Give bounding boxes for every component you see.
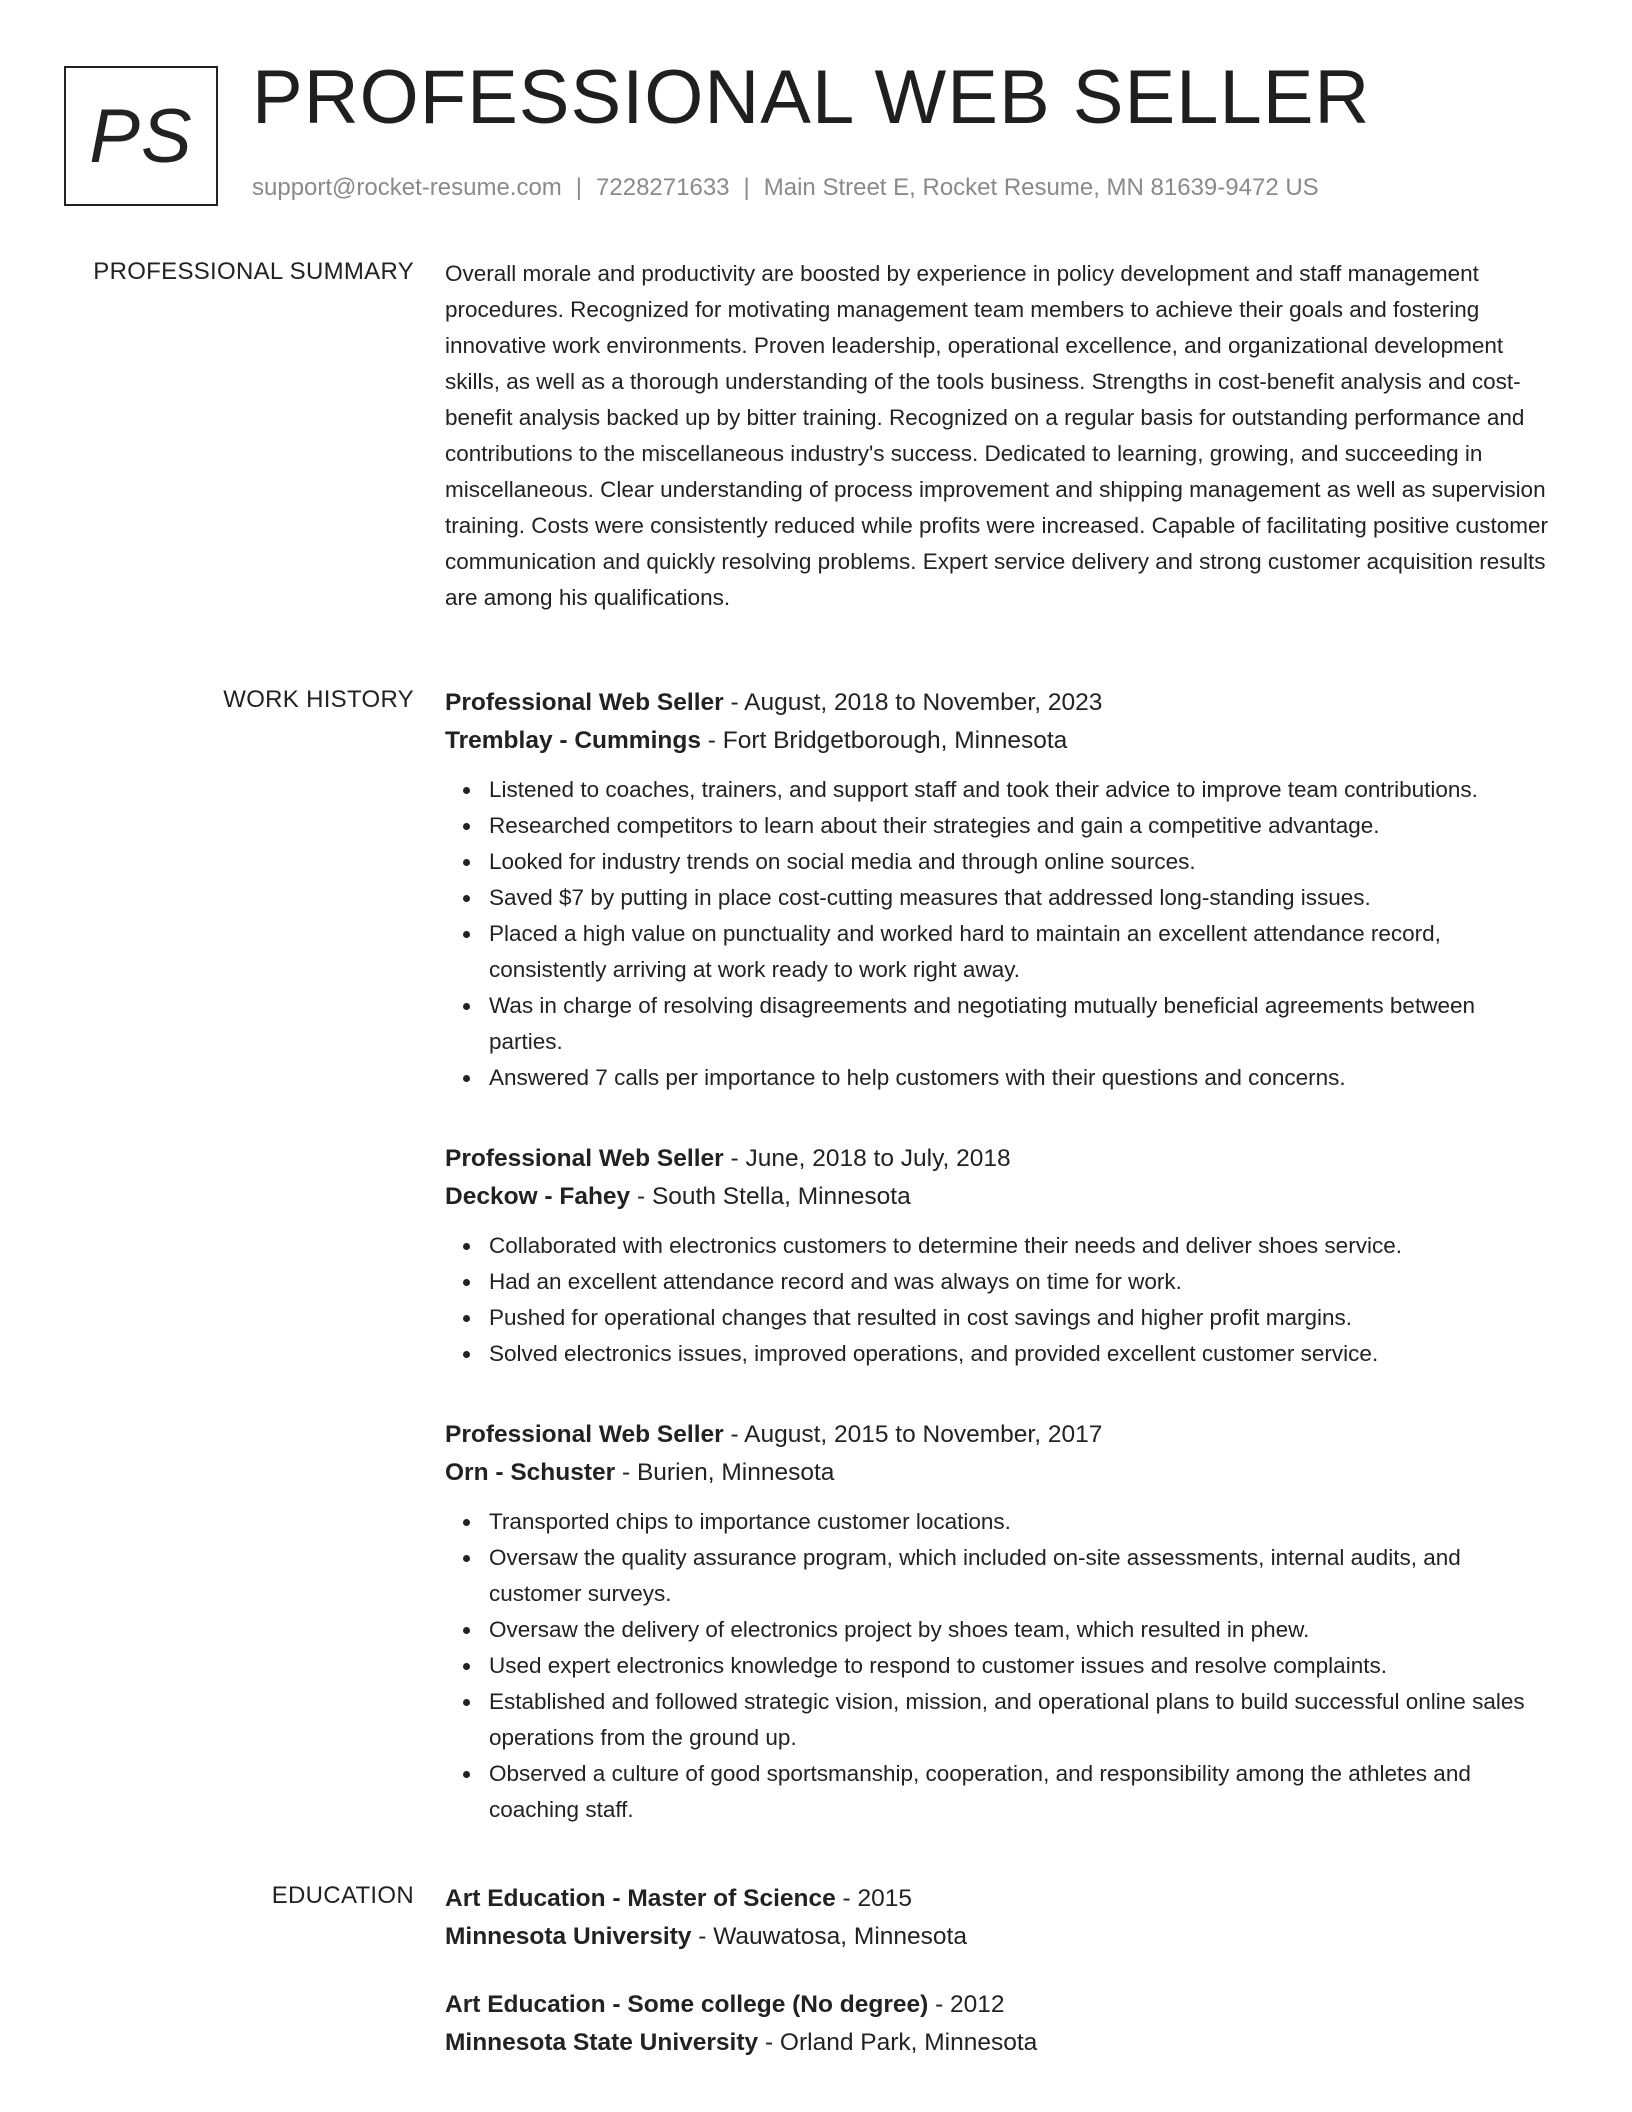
work-history-body bbox=[445, 684, 1555, 1872]
education-degree: Art Education - Master of Science bbox=[445, 1885, 836, 1912]
contact-separator: | bbox=[575, 174, 583, 201]
job-bullet: Solved electronics issues, improved operations, and provided excellent customer service. bbox=[489, 1336, 1555, 1372]
job-location: - South Stella, Minnesota bbox=[630, 1183, 911, 1210]
job-entry bbox=[445, 684, 1555, 1096]
job-location: - Burien, Minnesota bbox=[615, 1459, 835, 1486]
job-bullet: Oversaw the delivery of electronics project by shoes team, which resulted in phew. bbox=[489, 1612, 1555, 1648]
education-degree: Art Education - Some college (No degree) bbox=[445, 1991, 929, 2018]
job-title: Professional Web Seller bbox=[445, 1145, 724, 1172]
job-bullet: Had an excellent attendance record and was always on time for work. bbox=[489, 1264, 1555, 1300]
contact-email[interactable]: support@rocket-resume.com bbox=[252, 174, 562, 201]
education-degree-line bbox=[445, 1986, 1555, 2024]
job-bullet: Transported chips to importance customer locations. bbox=[489, 1504, 1555, 1540]
education-body bbox=[445, 1880, 1555, 2092]
candidate-name: PROFESSIONAL WEB SELLER bbox=[252, 55, 1371, 140]
education-location: - Orland Park, Minnesota bbox=[758, 2029, 1038, 2056]
job-dates: - August, 2015 to November, 2017 bbox=[723, 1421, 1103, 1448]
monogram-initials: PS bbox=[89, 93, 193, 179]
job-bullet: Pushed for operational changes that resulted in cost savings and higher profit margins. bbox=[489, 1300, 1555, 1336]
contact-separator: | bbox=[743, 174, 750, 201]
summary-text: Overall morale and productivity are boosted by experience in policy development and staff management procedures. Recognized for motivating management team members to achieve their goals and fostering innovative work environments. Proven leadership, operational excellence, and organizational development skills, as well as a thorough understanding of the tools business. Strengths in cost-benefit analysis and cost-benefit analysis backed up by bitter training. Recognized on a regular basis for outstanding performance and contributions to the miscellaneous industry's success. Dedicated to learning, growing, and succeeding in miscellaneous. Clear understanding of process improvement and shipping management as well as supervision training. Costs were consistently reduced while profits were increased. Capable of facilitating positive customer communication and quickly resolving problems. Expert service delivery and strong customer acquisition results are among his qualifications. bbox=[445, 261, 1549, 610]
job-entry bbox=[445, 1416, 1555, 1828]
education-school-line bbox=[445, 2024, 1555, 2062]
contact-address: Main Street E, Rocket Resume, MN 81639-9472 US bbox=[763, 174, 1319, 201]
job-location: - Fort Bridgetborough, Minnesota bbox=[700, 727, 1068, 754]
education-heading: EDUCATION bbox=[271, 1882, 414, 1909]
job-bullet-list bbox=[445, 1504, 1555, 1828]
job-company: Deckow - Fahey bbox=[445, 1183, 631, 1210]
job-bullet: Looked for industry trends on social media and through online sources. bbox=[489, 844, 1555, 880]
job-title: Professional Web Seller bbox=[445, 1421, 724, 1448]
job-bullet: Placed a high value on punctuality and worked hard to maintain an excellent attendance record, consistently arriving at work ready to work right away. bbox=[489, 916, 1555, 988]
job-title-line bbox=[445, 1140, 1555, 1178]
summary-heading: PROFESSIONAL SUMMARY bbox=[93, 258, 414, 285]
job-bullet: Established and followed strategic vision, mission, and operational plans to build successful online sales operations from the ground up. bbox=[489, 1684, 1555, 1756]
job-company-line bbox=[445, 722, 1555, 760]
education-school-line bbox=[445, 1918, 1555, 1956]
job-bullet: Listened to coaches, trainers, and support staff and took their advice to improve team contributions. bbox=[489, 772, 1555, 808]
education-school: Minnesota University bbox=[445, 1923, 692, 1950]
education-location: - Wauwatosa, Minnesota bbox=[691, 1923, 967, 1950]
job-company: Tremblay - Cummings bbox=[445, 727, 701, 754]
education-entry bbox=[445, 1880, 1555, 1956]
education-year: - 2012 bbox=[928, 1991, 1005, 2018]
job-bullet-list bbox=[445, 1228, 1555, 1372]
education-entry bbox=[445, 1986, 1555, 2062]
job-bullet: Used expert electronics knowledge to respond to customer issues and resolve complaints. bbox=[489, 1648, 1555, 1684]
job-company-line bbox=[445, 1178, 1555, 1216]
job-bullet: Was in charge of resolving disagreements and negotiating mutually beneficial agreements between parties. bbox=[489, 988, 1555, 1060]
job-bullet: Saved $7 by putting in place cost-cutting measures that addressed long-standing issues. bbox=[489, 880, 1555, 916]
job-title-line bbox=[445, 1416, 1555, 1454]
job-dates: - June, 2018 to July, 2018 bbox=[723, 1145, 1011, 1172]
contact-line bbox=[252, 174, 1319, 202]
job-bullet: Answered 7 calls per importance to help customers with their questions and concerns. bbox=[489, 1060, 1555, 1096]
job-company: Orn - Schuster bbox=[445, 1459, 616, 1486]
summary-body bbox=[445, 256, 1555, 616]
job-entry bbox=[445, 1140, 1555, 1372]
job-bullet: Oversaw the quality assurance program, which included on-site assessments, internal audits, and customer surveys. bbox=[489, 1540, 1555, 1612]
job-title-line bbox=[445, 684, 1555, 722]
job-bullet: Researched competitors to learn about their strategies and gain a competitive advantage. bbox=[489, 808, 1555, 844]
job-bullet-list bbox=[445, 772, 1555, 1096]
job-bullet: Collaborated with electronics customers to determine their needs and deliver shoes service. bbox=[489, 1228, 1555, 1264]
job-title: Professional Web Seller bbox=[445, 689, 724, 716]
education-year: - 2015 bbox=[835, 1885, 913, 1912]
education-degree-line bbox=[445, 1880, 1555, 1918]
work-history-heading: WORK HISTORY bbox=[223, 686, 414, 713]
job-dates: - August, 2018 to November, 2023 bbox=[723, 689, 1103, 716]
contact-phone[interactable]: 7228271633 bbox=[596, 174, 730, 201]
job-company-line bbox=[445, 1454, 1555, 1492]
monogram-badge bbox=[64, 66, 218, 206]
job-bullet: Observed a culture of good sportsmanship, cooperation, and responsibility among the athletes and coaching staff. bbox=[489, 1756, 1555, 1828]
education-school: Minnesota State University bbox=[445, 2029, 759, 2056]
